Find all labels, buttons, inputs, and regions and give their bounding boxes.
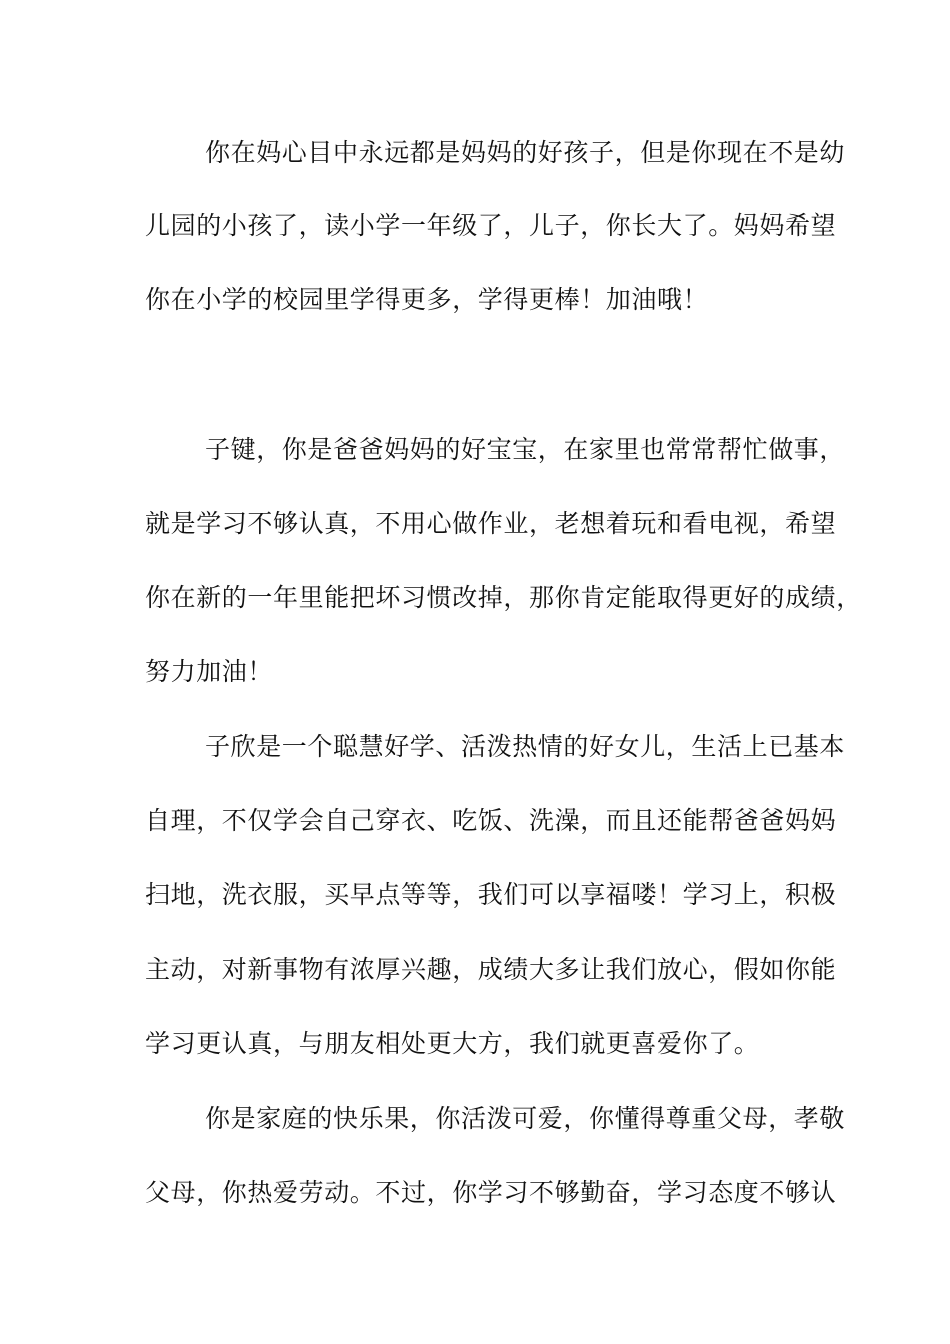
text-line: 子键，你是爸爸妈妈的好宝宝，在家里也常常帮忙做事，: [205, 435, 846, 464]
text-line: 你是家庭的快乐果，你活泼可爱，你懂得尊重父母，孝敬: [205, 1104, 846, 1133]
text-line: 父母，你热爱劳动。不过，你学习不够勤奋，学习态度不够认: [145, 1178, 837, 1207]
text-line: 儿园的小孩了，读小学一年级了，儿子，你长大了。妈妈希望: [145, 211, 837, 240]
text-line: 努力加油！: [145, 657, 274, 686]
text-line: 扫地，洗衣服，买早点等等，我们可以享福喽！学习上，积极: [145, 880, 837, 909]
text-line: 主动，对新事物有浓厚兴趣，成绩大多让我们放心，假如你能: [145, 955, 837, 984]
text-line: 你在妈心目中永远都是妈妈的好孩子，但是你现在不是幼: [205, 138, 846, 167]
text-line: 学习更认真，与朋友相处更大方，我们就更喜爱你了。: [145, 1029, 760, 1058]
text-line: 就是学习不够认真，不用心做作业，老想着玩和看电视，希望: [145, 509, 837, 538]
text-line: 自理，不仅学会自己穿衣、吃饭、洗澡，而且还能帮爸爸妈妈: [145, 806, 837, 835]
text-line: 你在新的一年里能把坏习惯改掉，那你肯定能取得更好的成绩，: [145, 583, 862, 612]
text-line: 子欣是一个聪慧好学、活泼热情的好女儿，生活上已基本: [205, 732, 846, 761]
text-line: 你在小学的校园里学得更多，学得更棒！加油哦！: [145, 285, 709, 314]
